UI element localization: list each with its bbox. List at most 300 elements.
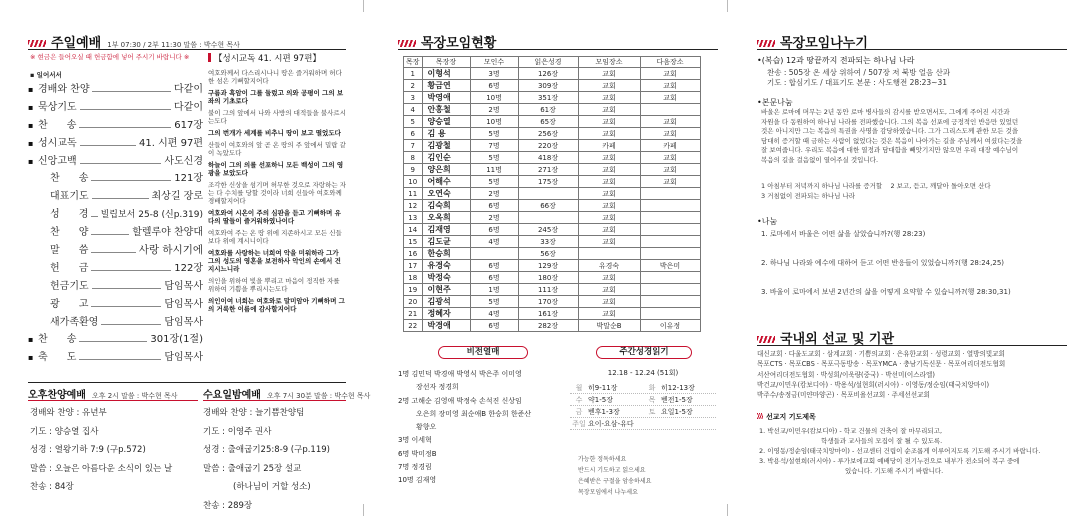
- table-cell: 17: [404, 260, 423, 272]
- table-cell: 김인순: [422, 152, 470, 164]
- responsive-reading-verse: 불이 그의 앞에서 나와 사방의 대적들을 불사르시는도다: [208, 109, 346, 125]
- order-row: [28, 223, 203, 241]
- table-cell: 교회: [578, 272, 640, 284]
- table-header-cell: 읽은성경: [518, 57, 578, 68]
- order-label: 헌금기도: [50, 280, 89, 292]
- fold-mark: [727, 504, 728, 516]
- table-cell: 5명: [470, 152, 518, 164]
- table-cell: 126장: [518, 68, 578, 80]
- table-cell: 5명: [470, 128, 518, 140]
- fold-mark: [363, 0, 364, 12]
- weekly-reading-box: [568, 347, 718, 507]
- table-cell: 6명: [470, 80, 518, 92]
- order-value: 301장(1절): [150, 334, 203, 346]
- order-row: [28, 259, 203, 277]
- order-label: 말 씀: [50, 245, 89, 257]
- order-value: 사도신경: [164, 155, 203, 167]
- order-leader: [80, 109, 171, 110]
- order-bullet: ▪: [28, 102, 34, 112]
- table-cell: [640, 236, 700, 248]
- table-cell: 교회: [578, 308, 640, 320]
- order-label: 찬 송: [38, 119, 77, 131]
- table-cell: [578, 248, 640, 260]
- table-cell: 정혜자: [422, 308, 470, 320]
- table-cell: [640, 308, 700, 320]
- order-value: 다같이: [174, 84, 203, 95]
- table-cell: 220장: [518, 140, 578, 152]
- table-cell: [640, 200, 700, 212]
- table-row: [404, 188, 701, 200]
- order-bullet: ▪: [28, 120, 34, 130]
- fold-mark: [727, 0, 728, 12]
- responsive-reading-verse: 여호와여 주는 온 땅 위에 지존하시고 모든 신들보다 위에 계시니이다: [208, 229, 342, 245]
- table-cell: 교회: [640, 116, 700, 128]
- table-header-cell: 다음장소: [640, 57, 700, 68]
- table-cell: 어해수: [422, 176, 470, 188]
- table-cell: 271장: [518, 164, 578, 176]
- order-leader: [79, 127, 171, 128]
- order-value: 담임목사: [164, 316, 203, 328]
- responsive-reading-verse: 하늘이 그의 의를 선포하니 모든 백성이 그의 영광을 보았도다: [208, 161, 344, 177]
- order-bullet: ▪: [28, 335, 34, 345]
- reading-cell: 히12-13장: [661, 383, 695, 392]
- table-cell: 김 용: [422, 128, 470, 140]
- responsive-reading-verse: 구름과 흑암이 그를 둘렀고 의와 공평이 그의 보좌의 기초로다: [208, 89, 344, 105]
- table-cell: 180장: [518, 272, 578, 284]
- table-cell: 6명: [470, 200, 518, 212]
- reading-row: [570, 418, 716, 430]
- table-cell: 3: [404, 92, 423, 104]
- mission-title: 국내외 선교 및 기관: [780, 332, 895, 347]
- prayer-list: [757, 426, 1069, 476]
- responsive-reading-verse: 의인을 위하여 빛을 뿌리고 마음이 정직한 자를 위하여 기쁨을 뿌리시는도다: [208, 277, 340, 293]
- order-label: 축 도: [38, 352, 77, 364]
- order-label: 찬 송: [38, 334, 77, 346]
- praise-order: [30, 404, 200, 497]
- reading-note: 목장모임에서 나누세요: [578, 489, 638, 496]
- table-cell: 교회: [578, 236, 640, 248]
- table-cell: 20: [404, 296, 423, 308]
- order-value: 122장: [174, 262, 203, 274]
- order-leader: [91, 270, 171, 271]
- table-cell: 2명: [470, 104, 518, 116]
- hatch-icon: [757, 336, 775, 343]
- table-cell: [640, 272, 700, 284]
- group-status-title: 목장모임현황: [421, 36, 497, 51]
- reading-cell: 화: [648, 383, 656, 392]
- order-value: 할렐루야 찬양대: [132, 227, 203, 239]
- table-row: [404, 200, 701, 212]
- table-row: [404, 116, 701, 128]
- responsive-reading-verse: 조각한 신상을 섬기며 허무한 것으로 자랑하는 자는 다 수치를 당할 것이라 너희 신들아 여호와께 경배할지어다: [208, 181, 346, 205]
- praise-item: 경배와 찬양 : 유년부: [30, 408, 107, 418]
- table-row: [404, 164, 701, 176]
- prayer-line: 학생들과 교사들의 모집이 잘 될 수 있도록.: [821, 437, 943, 445]
- order-leader: [92, 288, 162, 289]
- table-row: [404, 284, 701, 296]
- table-header-cell: 모인수: [470, 57, 518, 68]
- mission-line: 박주수/송정금(미얀마양곤) · 목포비욜선교회 · 주세선선교회: [757, 391, 930, 400]
- table-cell: 교회: [578, 284, 640, 296]
- table-cell: 8: [404, 152, 423, 164]
- order-row: [28, 295, 203, 313]
- table-cell: 4: [404, 104, 423, 116]
- table-cell: 교회: [640, 80, 700, 92]
- table-cell: 유경숙: [422, 260, 470, 272]
- order-leader: [91, 216, 97, 217]
- table-cell: 7명: [470, 140, 518, 152]
- table-cell: 2명: [470, 212, 518, 224]
- divider: [28, 382, 346, 383]
- table-cell: [640, 104, 700, 116]
- group-sharing-title: 목장모임나누기: [780, 36, 868, 51]
- table-cell: 2명: [470, 188, 518, 200]
- praise-item: 말씀 : 오늘은 아름다운 소식이 있는 날: [30, 463, 173, 474]
- order-value: 다같이: [174, 101, 203, 113]
- table-cell: 10명: [470, 116, 518, 128]
- wednesday-item: (하나님이 거할 성소): [233, 482, 311, 492]
- table-cell: 19: [404, 284, 423, 296]
- reading-cell: 토: [648, 407, 656, 416]
- table-cell: 66장: [518, 200, 578, 212]
- table-cell: 교회: [640, 176, 700, 188]
- order-row: [28, 348, 203, 366]
- worship-service-info: 1부 07:30 / 2부 11:30 말씀 : 박수현 목사: [107, 41, 240, 49]
- weekly-reading-title: 주간성경읽기: [596, 346, 692, 359]
- table-cell: 박은미: [640, 260, 700, 272]
- table-cell: 1: [404, 68, 423, 80]
- table-cell: 11: [404, 188, 423, 200]
- vision-fruit-item: 10명 김재영: [398, 476, 437, 485]
- order-label: 묵상기도: [38, 101, 77, 113]
- share-questions: [757, 229, 1067, 316]
- table-cell: [518, 188, 578, 200]
- order-bullet: ▪: [28, 353, 34, 363]
- praise-info: 오후 2시 말씀 : 박수현 목사: [91, 392, 178, 400]
- order-leader: [91, 180, 171, 181]
- table-cell: 6명: [470, 320, 518, 332]
- table-cell: 박말순B: [578, 320, 640, 332]
- application-line: 3 거침없이 전파되는 하나님 나라: [761, 192, 856, 200]
- vision-fruit-box: [398, 347, 568, 507]
- divider: [203, 400, 346, 401]
- wednesday-item: 성경 : 출애굽기25:8-9 (구p.119): [203, 445, 330, 455]
- order-value: 617장: [174, 119, 203, 131]
- table-cell: [640, 296, 700, 308]
- reading-cell: 목: [648, 395, 656, 404]
- wednesday-order: [203, 404, 346, 515]
- table-row: [404, 248, 701, 260]
- lesson-hymn-prayer: [757, 68, 1062, 88]
- table-cell: 16: [404, 248, 423, 260]
- table-row: [404, 212, 701, 224]
- responsive-reading-verse: 여호와를 사랑하는 너희여 악을 미워하라 그가 그의 성도의 영혼을 보전하사 악인의 손에서 건지시느니라: [208, 249, 341, 273]
- table-cell: 교회: [578, 224, 640, 236]
- order-row: [28, 80, 203, 98]
- table-cell: [640, 224, 700, 236]
- reading-row: [570, 382, 716, 394]
- order-label: 찬 송: [50, 173, 89, 185]
- table-cell: 10명: [470, 92, 518, 104]
- summary-line: 것은 아니지만 그는 복음의 특권을 사명을 감당하였습니다. 그가 그리스도께 관한 모든 것을: [761, 127, 1019, 136]
- reading-cell: 수: [575, 395, 583, 404]
- fold-mark: [363, 504, 364, 516]
- table-cell: 교회: [578, 116, 640, 128]
- order-value: 담임목사: [164, 352, 203, 364]
- order-value: 121장: [174, 173, 203, 185]
- table-cell: 김재영: [422, 224, 470, 236]
- prayer-title: 선교지 기도제목: [766, 413, 816, 421]
- responsive-reading-verse: 산들이 여호와의 앞 곧 온 땅의 주 앞에서 밀랍 같이 녹았도다: [208, 141, 346, 157]
- wednesday-item: 기도 : 이영주 권사: [203, 426, 272, 437]
- table-row: [404, 308, 701, 320]
- table-cell: 161장: [518, 308, 578, 320]
- worship-order-list: [28, 80, 203, 366]
- table-cell: 56장: [518, 248, 578, 260]
- table-cell: 18: [404, 272, 423, 284]
- table-cell: 양은희: [422, 164, 470, 176]
- table-cell: 교회: [578, 152, 640, 164]
- table-cell: 카페: [578, 140, 640, 152]
- table-cell: 3명: [470, 68, 518, 80]
- table-cell: 11명: [470, 164, 518, 176]
- order-label: 대표기도: [50, 191, 89, 203]
- order-label: 새가족환영: [50, 316, 99, 328]
- wednesday-title: 수요일밤예배: [203, 390, 261, 401]
- table-cell: 22: [404, 320, 423, 332]
- table-cell: 교회: [640, 152, 700, 164]
- vision-fruit-item: 오은희 장미영 최순애B 한승희 한준산: [416, 409, 532, 418]
- table-row: [404, 296, 701, 308]
- table-cell: 안홍철: [422, 104, 470, 116]
- mission-line: 목포CTS · 목포CBS · 목포극동방송 · 목포YMCA · 충남기독신문 · 목포여리더전도협회: [757, 360, 1006, 369]
- application-line: 1 아침부터 저녁까지 하나님 나라를 증거할 2 보고, 듣고, 깨달아 돌아오면 산다: [761, 182, 991, 190]
- reading-row: [570, 394, 716, 406]
- order-label: 찬 양: [50, 227, 89, 239]
- table-cell: 이현주: [422, 284, 470, 296]
- praise-item: 성경 : 열왕기하 7:9 (구p.572): [30, 445, 146, 455]
- table-cell: [470, 248, 518, 260]
- table-cell: 61장: [518, 104, 578, 116]
- summary-title: •본문나눔: [757, 98, 793, 107]
- table-cell: 21: [404, 308, 423, 320]
- vision-fruit-title: 비전열매: [438, 346, 528, 359]
- vision-fruit-item: 3명 이세혁: [398, 436, 432, 445]
- share-question: 3. 바울이 로마에서 보낸 2년간의 삶을 어떻게 요약할 수 있습니까?(행 28:30,31): [761, 288, 1011, 296]
- reading-cell: 벧전1-5장: [661, 395, 693, 404]
- table-row: [404, 176, 701, 188]
- table-cell: 김숙희: [422, 200, 470, 212]
- order-row: [28, 313, 203, 331]
- wednesday-title-block: [203, 386, 370, 401]
- order-row: [28, 330, 203, 348]
- order-row: [28, 277, 203, 295]
- table-cell: 15: [404, 236, 423, 248]
- table-cell: 10: [404, 176, 423, 188]
- table-cell: 2: [404, 80, 423, 92]
- table-cell: 12: [404, 200, 423, 212]
- table-cell: 황금연: [422, 80, 470, 92]
- order-row: [28, 134, 203, 152]
- table-cell: 이유정: [640, 320, 700, 332]
- table-row: [404, 272, 701, 284]
- summary-line: 잘 보여줍니다. 우리도 복음에 대한 열정과 담대함을 빼앗기지만 않으면 우리 대장 예수님이: [761, 146, 1019, 155]
- table-cell: 65장: [518, 116, 578, 128]
- order-bullet: ▪: [28, 156, 34, 166]
- order-leader: [91, 252, 135, 253]
- order-row: [28, 187, 203, 205]
- share-title: •나눔: [757, 217, 778, 226]
- divider: [757, 49, 1067, 50]
- table-row: [404, 236, 701, 248]
- table-cell: 5명: [470, 296, 518, 308]
- table-row: [404, 104, 701, 116]
- offering-notice: ※ 현금은 들어오실 때 헌금함에 넣어 주시기 바랍니다 ※: [30, 53, 190, 61]
- reading-cell: 주일: [572, 419, 586, 428]
- reading-note: 반드시 기도하고 읽으세요: [578, 467, 646, 474]
- table-cell: 4명: [470, 236, 518, 248]
- vision-fruit-list: [398, 368, 568, 488]
- table-cell: 박영애: [422, 92, 470, 104]
- table-cell: 418장: [518, 152, 578, 164]
- share-question: 2. 하나님 나라와 예수에 대하여 듣고 어떤 반응들이 있었습니까?(행 28:24,25): [761, 259, 1004, 267]
- prayer-title-block: [757, 412, 816, 422]
- table-cell: 박정숙: [422, 272, 470, 284]
- table-cell: 256장: [518, 128, 578, 140]
- reading-cell: 월: [575, 383, 583, 392]
- order-label: 신앙고백: [38, 155, 77, 167]
- table-cell: 6명: [470, 260, 518, 272]
- table-row: [404, 68, 701, 80]
- table-cell: 6명: [470, 224, 518, 236]
- responsive-reading-verses: [208, 69, 346, 313]
- table-cell: 교회: [578, 128, 640, 140]
- table-cell: [518, 212, 578, 224]
- lesson-line: 기도 : 합심기도 / 대표기도 본문 : 사도행전 28:23~31: [767, 78, 948, 87]
- responsive-reading-verse: 그의 번개가 세계를 비추니 땅이 보고 떨었도다: [208, 129, 341, 137]
- table-cell: 129장: [518, 260, 578, 272]
- order-row: [28, 98, 203, 116]
- table-row: [404, 152, 701, 164]
- table-cell: 유경숙: [578, 260, 640, 272]
- worship-title: 주일예배: [51, 36, 102, 51]
- weekly-reading-period: 12.18 - 12.24 (51회): [607, 369, 679, 377]
- prayer-line: 1. 박선교/이민우(캄보디아) - 학교 건물의 건축이 잘 마무리되고,: [759, 427, 943, 435]
- order-leader: [79, 359, 161, 360]
- divider: [398, 49, 718, 50]
- table-cell: 교회: [578, 296, 640, 308]
- share-question: 1. 로마에서 바울은 어떤 삶을 살았습니까?(행 28:23): [761, 230, 926, 238]
- table-cell: 양승열: [422, 116, 470, 128]
- table-cell: 13: [404, 212, 423, 224]
- table-cell: 6명: [470, 272, 518, 284]
- praise-title-block: [28, 386, 178, 401]
- reading-cell: 벧후1-3장: [588, 407, 620, 416]
- hatch-icon: [398, 40, 416, 47]
- order-leader: [91, 234, 129, 235]
- wednesday-item: 말씀 : 출애굽기 25장 설교: [203, 463, 302, 474]
- order-value: 사랑 하시기에: [138, 244, 203, 257]
- prayer-line: 있습니다. 기도해 주시기 바랍니다.: [845, 467, 944, 475]
- table-body: [404, 68, 701, 332]
- table-header-row: [404, 57, 701, 68]
- prayer-line: 3. 박용석/설현희(러시아) - 루가보에교회 예배당이 전기누전으로 내부가 전소되어 복구 중에: [759, 457, 1020, 465]
- weekly-reading-notes: [578, 454, 718, 498]
- table-cell: 5명: [470, 176, 518, 188]
- order-leader: [80, 145, 136, 146]
- summary-line: 복음의 길을 걸음없이 열어주실 것입니다.: [761, 155, 879, 164]
- order-leader: [79, 341, 147, 342]
- order-label: 헌 금: [50, 262, 89, 274]
- order-header: ▪ 일어서서: [30, 71, 62, 79]
- order-label: 성시교독: [38, 137, 77, 149]
- responsive-reading: [208, 52, 346, 317]
- table-cell: 교회: [640, 92, 700, 104]
- reading-row: [570, 406, 716, 418]
- prayer-line: 2. 이영동/정순임(태국치앙마이) - 선교센터 건립이 순조롭게 이루어지도록 기도해 주시기 바랍니다.: [759, 447, 1041, 455]
- order-row: [28, 241, 203, 259]
- praise-title: 오후찬양예배: [28, 390, 86, 401]
- table-cell: 교회: [640, 128, 700, 140]
- divider: [28, 49, 346, 50]
- order-row: [28, 116, 203, 134]
- table-cell: 309장: [518, 80, 578, 92]
- table-row: [404, 260, 701, 272]
- lesson-line: 찬송 : 505장 온 세상 위하여 / 507장 저 북방 얼음 산과: [767, 68, 951, 77]
- table-cell: 한승희: [422, 248, 470, 260]
- table-cell: 282장: [518, 320, 578, 332]
- order-label: 성 경: [50, 209, 89, 221]
- wednesday-item: 경배와 찬양 : 늘기쁨찬양팀: [203, 408, 305, 418]
- divider: [28, 400, 198, 401]
- vision-fruit-item: 장선자 정경희: [416, 383, 459, 392]
- table-cell: 5: [404, 116, 423, 128]
- table-cell: 111장: [518, 284, 578, 296]
- table-cell: 이형석: [422, 68, 470, 80]
- order-label: 광 고: [50, 298, 89, 310]
- hatch-icon: [757, 413, 763, 419]
- table-cell: [640, 188, 700, 200]
- table-row: [404, 80, 701, 92]
- table-cell: 175장: [518, 176, 578, 188]
- reading-cell: 히9-11장: [588, 383, 618, 392]
- reading-cell: 요일1-5장: [661, 407, 693, 416]
- table-row: [404, 140, 701, 152]
- table-cell: 14: [404, 224, 423, 236]
- table-cell: 교회: [578, 104, 640, 116]
- vision-fruit-item: 7명 정경림: [398, 463, 432, 472]
- table-cell: 교회: [578, 164, 640, 176]
- wednesday-info: 오후 7시 30분 말씀 : 박수현 목사: [266, 392, 371, 400]
- lesson-title: •(복습) 12과 땅끝까지 전파되는 하나님 나라: [757, 56, 915, 65]
- table-cell: 351장: [518, 92, 578, 104]
- table-cell: 170장: [518, 296, 578, 308]
- order-leader: [101, 324, 161, 325]
- table-cell: 교회: [578, 68, 640, 80]
- order-label: 경배와 찬양: [38, 84, 90, 95]
- reading-note: 은혜받은 구절을 암송하세요: [578, 478, 652, 485]
- group-status-table: [403, 56, 701, 332]
- table-cell: 교회: [640, 164, 700, 176]
- responsive-reading-title: 【성시교독 41. 시편 97편】: [208, 52, 346, 64]
- reading-cell: 금: [575, 407, 583, 416]
- table-cell: 6: [404, 128, 423, 140]
- reading-cell: 약1-5장: [588, 395, 613, 404]
- order-leader: [80, 163, 162, 164]
- order-bullet: ▪: [28, 138, 34, 148]
- mission-list: [757, 349, 1069, 400]
- table-cell: 7: [404, 140, 423, 152]
